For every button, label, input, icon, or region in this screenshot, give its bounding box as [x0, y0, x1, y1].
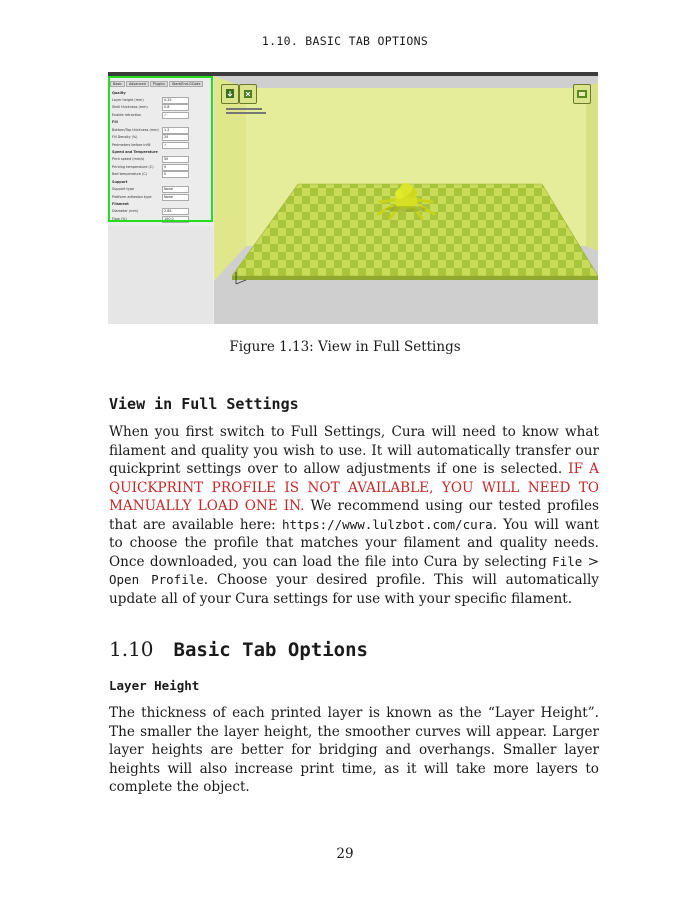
panel-empty-area: [108, 226, 213, 324]
tab-advanced[interactable]: Advanced: [126, 81, 149, 87]
settings-row-input[interactable]: 0.8: [162, 104, 189, 111]
settings-row-label: Fill: [112, 120, 118, 125]
right-wall: [586, 82, 598, 251]
menu-open-profile: Open Profile: [109, 572, 204, 587]
settings-panel: [108, 76, 215, 324]
settings-row-label: Layer height (mm): [112, 98, 144, 102]
page-number: 29: [336, 846, 354, 862]
load-model-button[interactable]: [221, 84, 239, 104]
settings-row-input[interactable]: 2.85: [162, 208, 189, 215]
view-mode-icon: [574, 85, 590, 103]
view-mode-button[interactable]: [573, 84, 591, 104]
warning-text: IF A QUICKPRINT PROFILE IS NOT AVAILABLE, YOU WILL NEED TO MANUALLY LOAD ONE IN.: [109, 461, 599, 514]
build-volume-render: [214, 76, 598, 324]
figure-caption: Figure 1.13: View in Full Settings: [229, 339, 461, 355]
settings-row-input[interactable]: ✓: [162, 112, 189, 119]
settings-row-input[interactable]: 50: [162, 156, 189, 163]
save-icon: [240, 85, 256, 103]
settings-row-label: Bed temperature (C): [112, 172, 148, 177]
menu-file: File: [552, 553, 583, 569]
tab-plugins[interactable]: Plugins: [150, 81, 168, 87]
settings-row-input[interactable]: 20: [162, 134, 189, 141]
settings-row-input[interactable]: 100.0: [162, 216, 189, 223]
settings-row-label: Flow (%): [112, 216, 127, 221]
settings-row-label: Diameter (mm): [112, 209, 139, 214]
settings-row-input[interactable]: 0.25: [162, 97, 189, 104]
settings-row-label: Filament: [112, 201, 129, 206]
section-title: View in Full Settings: [109, 395, 299, 413]
settings-row-label: Platform adhesion type: [112, 194, 152, 199]
running-head: 1.10. BASIC TAB OPTIONS: [261, 34, 429, 48]
settings-row-label: Printing temperature (C): [112, 164, 154, 169]
tab-start-end-gcode[interactable]: Start/End-GCode: [169, 81, 204, 87]
viewport-status-text: [226, 108, 266, 114]
settings-row-input[interactable]: None: [162, 186, 189, 193]
settings-row-label: Shell thickness (mm): [112, 105, 148, 110]
profiles-url-link[interactable]: https://www.lulzbot.com/cura: [281, 516, 493, 532]
cura-screenshot: [108, 72, 598, 324]
left-wall: [214, 76, 246, 281]
settings-row-input[interactable]: 1.2: [162, 127, 189, 134]
settings-highlight-box: [108, 76, 213, 222]
subheading-layer-height: Layer Height: [109, 678, 200, 693]
settings-row-label: Speed and Temperature: [112, 149, 158, 154]
layer-height-paragraph: The thickness of each printed layer is known as the “Layer Height”. The smaller the layer height, the smoother curves will appear. Larger layer heights are better for bridging and overhangs. Smaller layer heights will also increase print time, as it will take more layers to complete the object.: [109, 705, 599, 795]
chapter-heading: [109, 637, 368, 661]
settings-row-label: Perimeters before infill: [112, 142, 151, 147]
settings-row-input[interactable]: None: [162, 194, 189, 201]
settings-row-label: Support type: [112, 187, 135, 192]
section-paragraph: When you first switch to Full Settings, Cura will need to know what filament and quality you wish to use. It will automatically transfer our quickprint settings over to allow adjustments if one is selected. IF A QUICKPRINT PROFILE IS NOT AVAILABLE, YOU WILL NEED TO MANUALLY LOAD ONE IN. We recommend using our tested profiles that are available here: https://www.lulzbot.com/cura. You will want to choose the profile that matches your filament and quality needs. Once downloaded, you can load the file into Cura by selecting File > Open Profile. Choose your desired profile. This will automatically update all of your Cura settings for use with your specific filament.: [109, 424, 599, 607]
tab-basic[interactable]: Basic: [110, 81, 125, 87]
chapter-title: Basic Tab Options: [173, 639, 368, 661]
settings-row-label: Enable retraction: [112, 112, 142, 117]
settings-row-label: Bottom/Top thickness (mm): [112, 127, 159, 132]
settings-row-input[interactable]: ✓: [162, 142, 189, 149]
chapter-number: 1.10: [109, 637, 154, 661]
3d-viewport[interactable]: [214, 76, 598, 324]
settings-row-label: Fill Density (%): [112, 135, 138, 140]
settings-row-label: Quality: [112, 91, 126, 95]
load-icon: [222, 85, 238, 103]
settings-row-label: Support: [112, 179, 128, 184]
save-toolpath-button[interactable]: [239, 84, 257, 104]
settings-row-input[interactable]: 0: [162, 171, 189, 178]
settings-row-input[interactable]: 0: [162, 164, 189, 171]
settings-row-label: Print speed (mm/s): [112, 157, 145, 162]
